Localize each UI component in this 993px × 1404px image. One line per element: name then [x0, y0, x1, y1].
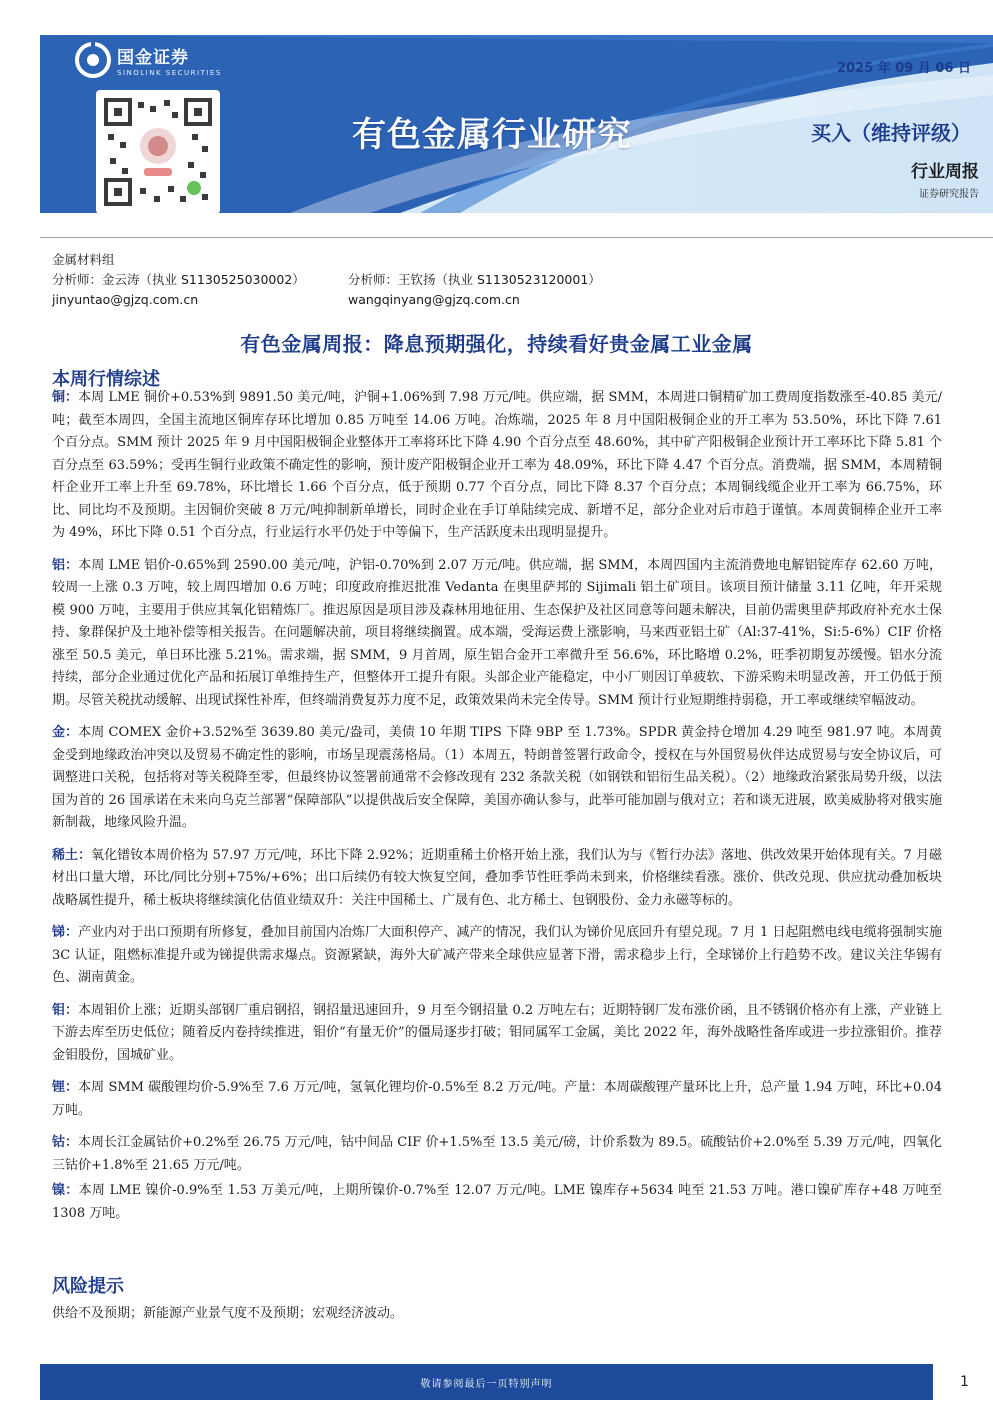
paragraph-lead: 锑：: [52, 925, 79, 940]
paragraph-lead: 铜：: [52, 390, 79, 405]
report-banner: [40, 35, 993, 213]
paragraph-rare-earth: [52, 845, 942, 913]
paragraph-copper: [52, 387, 942, 545]
paragraph-aluminum: [52, 555, 942, 713]
report-body: [52, 387, 942, 1235]
report-subtype: 证券研究报告: [919, 189, 979, 200]
paragraph-gold: [52, 722, 942, 835]
analyst-1-email[interactable]: jinyuntao@gjzq.com.cn: [52, 292, 199, 307]
qr-code-icon: [102, 96, 214, 208]
report-date: 2025 年 09 月 06 日: [837, 61, 971, 76]
rating-label: 买入（维持评级）: [811, 121, 971, 145]
analyst-2: 分析师：王钦扬（执业 S1130523120001）: [348, 272, 601, 287]
report-title: 有色金属行业研究: [352, 115, 632, 155]
qr-code: [96, 90, 220, 213]
report-type: 行业周报: [911, 162, 979, 182]
paragraph-text: 氧化镨钕本周价格为 57.97 万元/吨，环比下降 2.92%；近期重稀土价格开始上涨，我们认为与《暂行办法》落地、供改效果开始体现有关。7 月磁材出口量大增，环比/同比分别+75%/+6%；出口后续仍有较大恢复空间，叠加季节性旺季尚未到来，价格继续看涨。涨价、供改兑现、供应扰动叠加板块战略属性提升，稀土板块将继续演化估值业绩双升：关注中国稀土、广晟有色、北方稀土、包钢股份、金力永磁等标的。: [52, 847, 942, 908]
paragraph-lead: 钴：: [52, 1135, 79, 1150]
paragraph-text: 本周 LME 铜价+0.53%到 9891.50 美元/吨，沪铜+1.06%到 7.98 万元/吨。供应端，据 SMM，本周进口铜精矿加工费周度指数涨至-40.85 美元/吨；截至本周四，全国主流地区铜库存环比增加 0.85 万吨至 14.06 万吨。冶炼端，2025 年 8 月中国阳极铜企业的开工率为 53.50%，环比下降 7.61 个百分点。SMM 预计 2025 年 9 月中国阳极铜企业整体开工率将环比下降 4.90 个百分点至 48.60%，其中矿产阳极铜企业预计开工率环比下降 5.81 个百分点至 63.59%；受再生铜行业政策不确定性的影响，预计废产阳极铜企业开工率为 48.09%，环比下降 4.47 个百分点。消费端，据 SMM，本周精铜杆企业开工率上升至 69.78%，环比增长 1.66 个百分点，低于预期 0.77 个百分点，同比下降 8.37 个百分点；本周铜线缆企业开工率为 66.75%，环比、同比均不及预期。主因铜价突破 8 万元/吨抑制新单增长，同时企业在手订单陆续完成、新增不足，部分企业对后市趋于谨慎。本周黄铜棒企业开工率为 49%，环比下降 0.51 个百分点，行业运行水平仍处于中等偏下，生产活跃度未出现明显提升。: [52, 390, 942, 540]
paragraph-text: 本周钼价上涨；近期头部钢厂重启钢招，钢招量迅速回升，9 月至今钢招量 0.2 万吨左右；近期特钢厂发布涨价函，且不锈钢价格亦有上涨，产业链上下游去库至历史低位；随着反内卷持续推进，钼价“有量无价”的僵局逐步打破；钼同属军工金属，美比 2022 年，海外战略性备库或进一步拉涨钼价。推荐金钼股份，国城矿业。: [52, 1002, 942, 1063]
analyst-1: 分析师：金云涛（执业 S1130525030002）: [52, 272, 305, 287]
paragraph-lead: 稀土：: [52, 847, 92, 863]
paragraph-lead: 镍：: [52, 1183, 79, 1198]
footer-notice: 敬请参阅最后一页特别声明: [420, 1378, 553, 1390]
research-group: 金属材料组: [52, 252, 115, 267]
paragraph-lead: 铝：: [52, 557, 79, 573]
section-heading-overview: 本周行情综述: [52, 369, 160, 390]
paragraph-text: 本周 LME 铝价-0.65%到 2590.00 美元/吨，沪铝-0.70%到 2.07 万元/吨。供应端，据 SMM，本周四国内主流消费地电解铝锭库存 62.60 万吨，较周一上涨 0.3 万吨，较上周四增加 0.6 万吨；印度政府推迟批准 Vedanta 在奥里萨邦的 Sijimali 铝土矿项目。该项目预计储量 3.11 亿吨，年开采规模 900 万吨，主要用于供应其氧化铝精炼厂。推迟原因是项目涉及森林用地征用、生态保护及社区同意等问题未解决，目前仍需奥里萨邦政府补充水土保持、象群保护及土地补偿等相关报告。在问题解决前，项目将继续搁置。成本端，受海运费上涨影响，马来西亚铝土矿（Al:37-41%，Si:5-6%）CIF 价格涨至 50.5 美元，单日环比涨 5.21%。需求端，据 SMM，9 月首周，原生铝合金开工率微升至 56.6%，环比略增 0.2%，旺季初期复苏缓慢。铝水分流持续，部分企业通过优化产品和拓展订单维持生产，但整体开工提升有限。头部企业产能稳定，中小厂则因订单疲软、下游采购未明显改善，开工仍低于预期。尽管关税扰动缓解、出现试探性补库，但终端消费复苏力度不足，政策效果尚未完全传导。SMM 预计行业短期维持弱稳，开工率或继续窄幅波动。: [52, 557, 942, 708]
footer-bar: [40, 1364, 933, 1400]
paragraph-cobalt: [52, 1132, 942, 1177]
paragraph-text: 本周 LME 镍价-0.9%至 1.53 万美元/吨，上期所镍价-0.7%至 12.07 万元/吨。LME 镍库存+5634 吨至 21.53 万吨。港口镍矿库存+48 万吨至 1308 万吨。: [52, 1183, 942, 1221]
paragraph-text: 本周 SMM 碳酸锂均价-5.9%至 7.6 万元/吨，氢氧化锂均价-0.5%至 8.2 万元/吨。产量：本周碳酸锂产量环比上升，总产量 1.94 万吨，环比+0.04 万吨。: [52, 1080, 942, 1118]
logo-cn-text: 国金证券: [117, 48, 189, 68]
company-logo: [75, 42, 222, 78]
page-number: 1: [960, 1374, 969, 1390]
logo-mark-icon: [75, 42, 111, 78]
logo-en-text: SINOLINK SECURITIES: [117, 69, 222, 77]
report-headline: 有色金属周报：降息预期强化，持续看好贵金属工业金属: [240, 332, 753, 356]
paragraph-text: 本周长江金属钴价+0.2%至 26.75 万元/吨，钴中间品 CIF 价+1.5%至 13.5 美元/磅，计价系数为 89.5。硫酸钴价+2.0%至 5.39 万元/吨，四氧化三钴价+1.8%至 21.65 万元/吨。: [52, 1135, 942, 1173]
paragraph-lead: 锂：: [52, 1080, 79, 1095]
risk-text: 供给不及预期；新能源产业景气度不及预期；宏观经济波动。: [52, 1306, 404, 1321]
paragraph-text: 本周 COMEX 金价+3.52%至 3639.80 美元/盎司，美债 10 年期 TIPS 下降 9BP 至 1.73%。SPDR 黄金持仓增加 4.29 吨至 981.97 吨。本周黄金受到地缘政治冲突以及贸易不确定性的影响，市场呈现震荡格局。（1）本周五，特朗普签署行政命令，授权在与外国贸易伙伴达成贸易与安全协议后，可调整进口关税，包括将对等关税降至零，但最终协议签署前通常不会修改现有 232 条款关税（如钢铁和铝衍生品关税）。（2）地缘政治紧张局势升级，以法国为首的 26 国承诺在未来向乌克兰部署“保障部队”以提供战后安全保障，美国亦确认参与，此举可能加剧与俄对立；若和谈无进展，欧美威胁将对俄实施新制裁，地缘风险升温。: [52, 725, 942, 830]
paragraph-nickel: [52, 1180, 942, 1225]
paragraph-text: 产业内对于出口预期有所修复，叠加目前国内冶炼厂大面积停产、减产的情况，我们认为锑价见底回升有望兑现。7 月 1 日起阻燃电线电缆将强制实施 3C 认证，阻燃标准提升或为锑提供需求爆点。资源紧缺，海外大矿减产带来全球供应显著下滑，需求稳步上行，全球锑价上行趋势不改。建议关注华锡有色、湖南黄金。: [52, 925, 942, 985]
paragraph-antimony: [52, 922, 942, 990]
analyst-2-email[interactable]: wangqinyang@gjzq.com.cn: [348, 292, 520, 307]
paragraph-molybdenum: [52, 1000, 942, 1068]
paragraph-lithium: [52, 1077, 942, 1122]
paragraph-lead: 金：: [52, 725, 79, 740]
paragraph-lead: 钼：: [52, 1002, 79, 1018]
author-block: [52, 250, 601, 310]
section-heading-risk: 风险提示: [52, 1276, 124, 1297]
header-divider: [40, 237, 993, 238]
